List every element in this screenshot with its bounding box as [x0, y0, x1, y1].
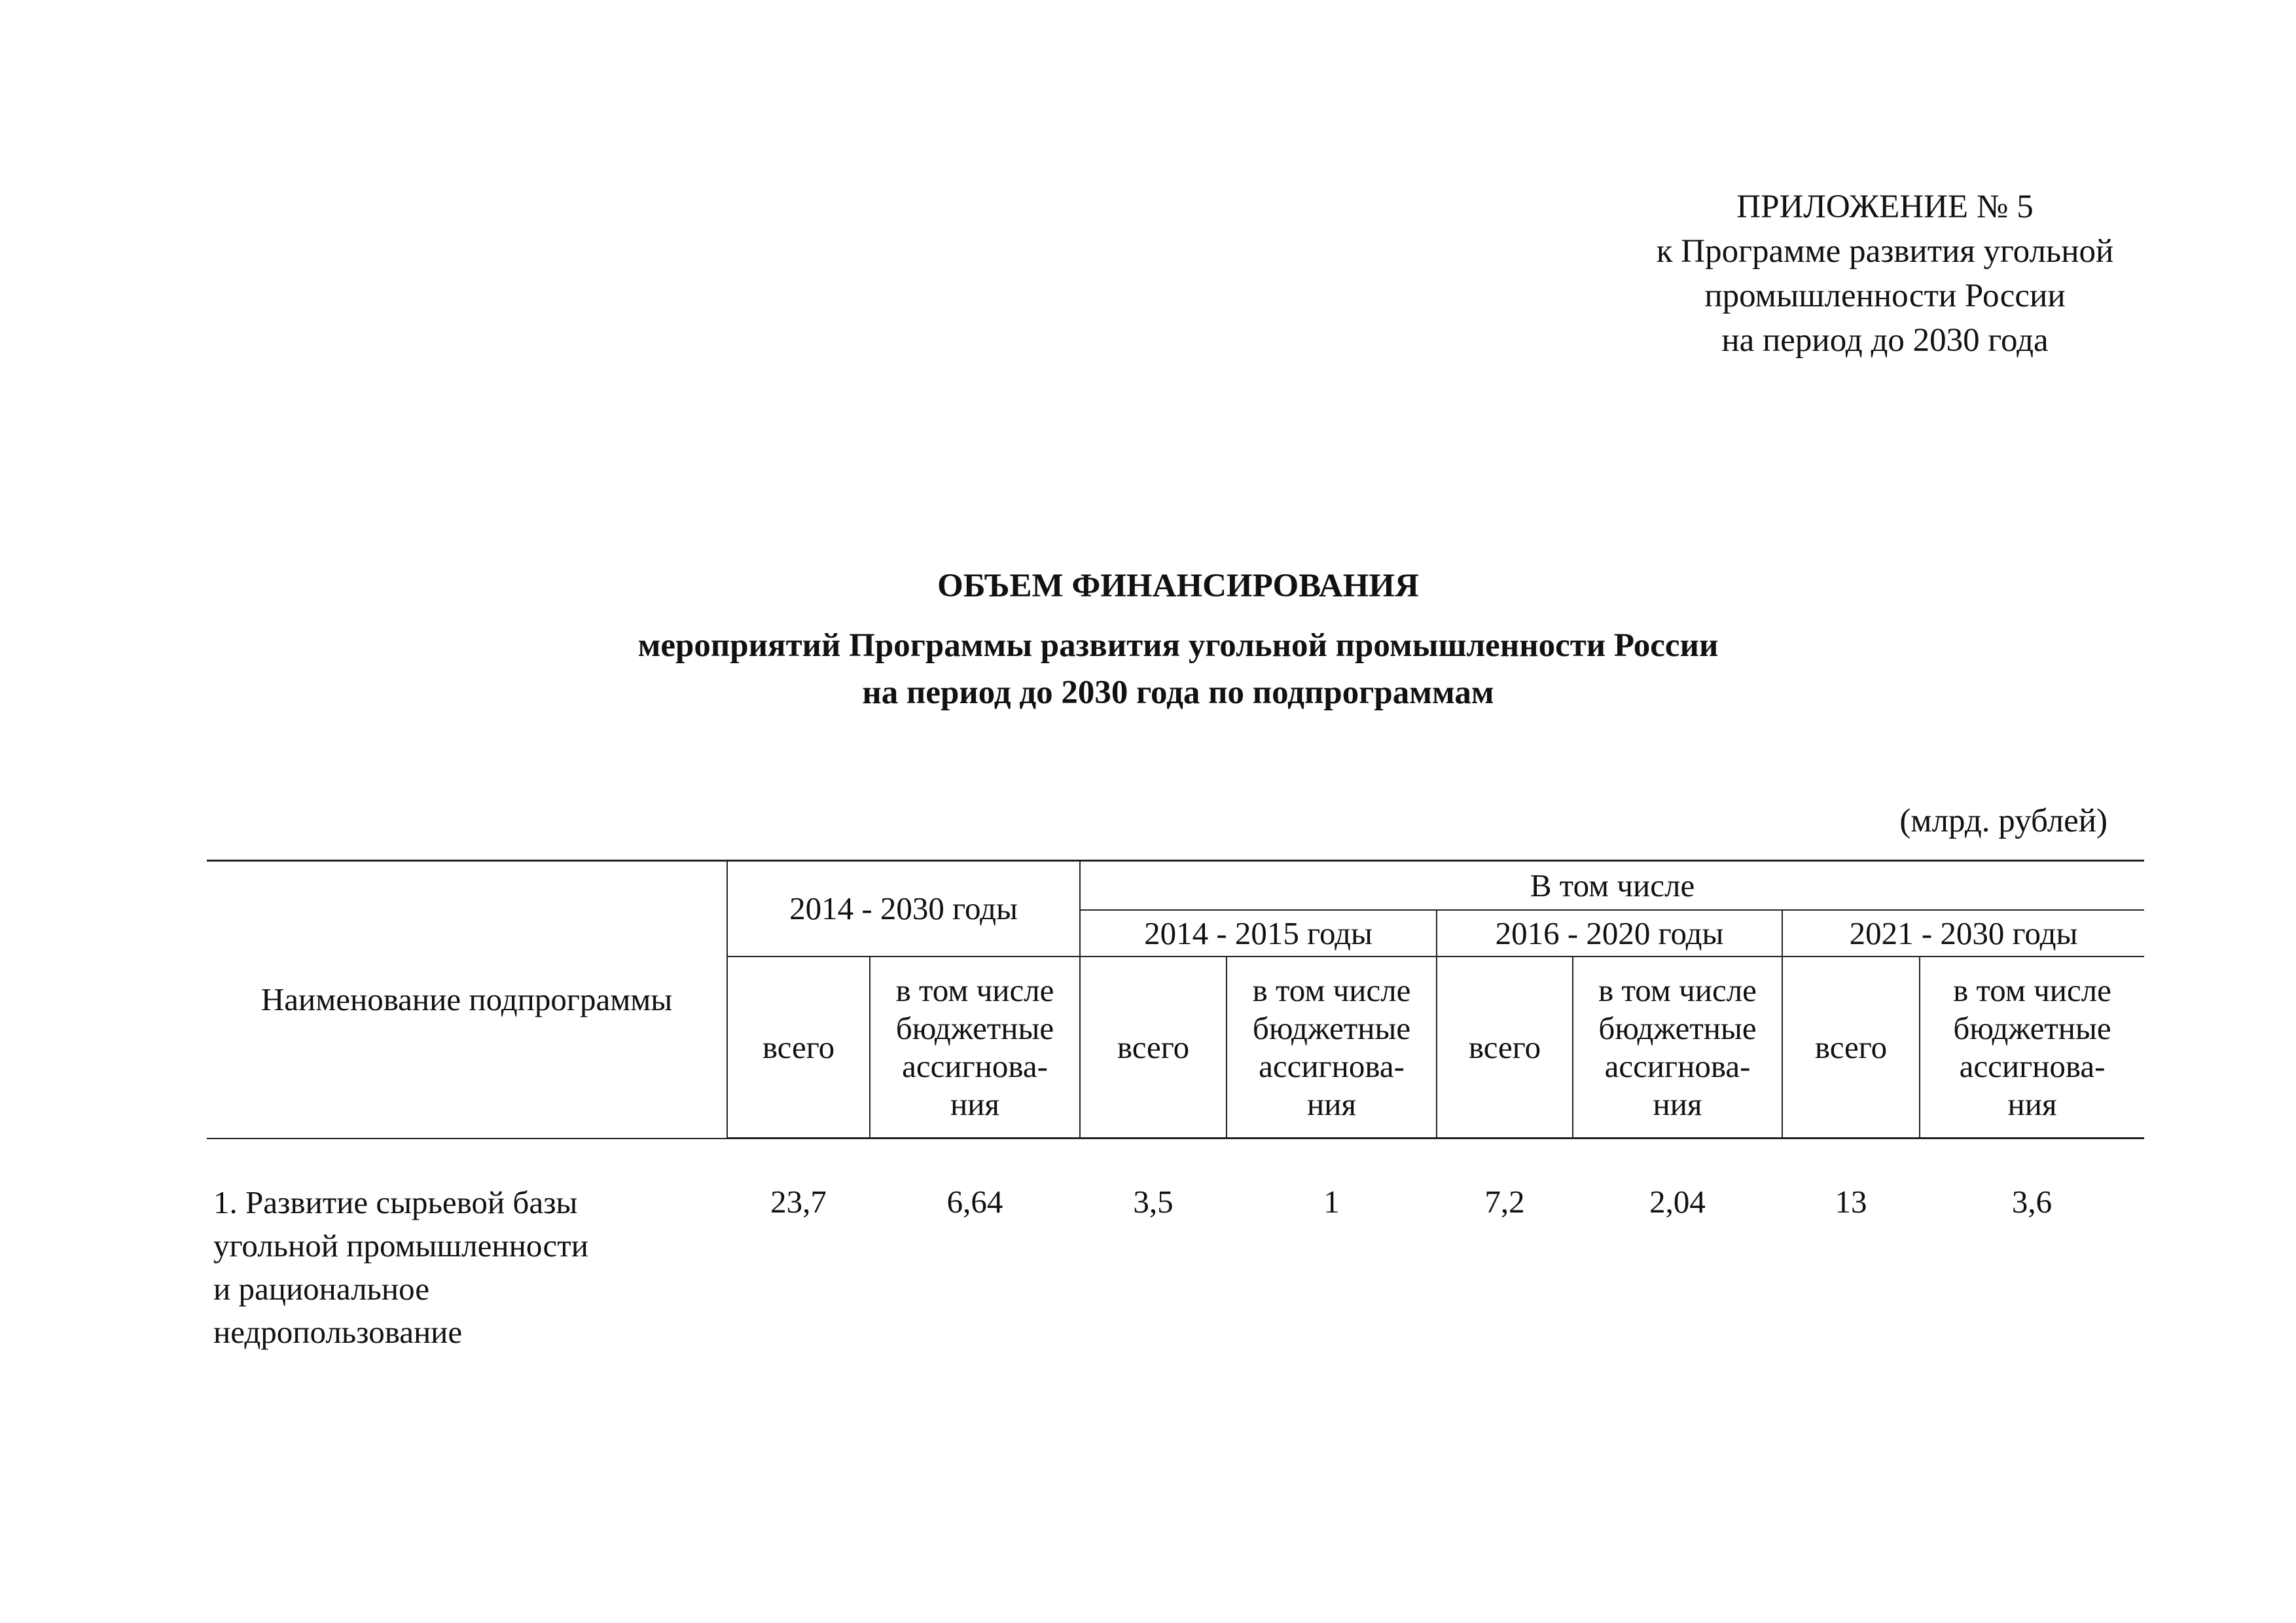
header-budget-line: ассигнова- [1259, 1048, 1405, 1084]
header-budget-line: в том числе [1598, 972, 1757, 1008]
subprogram-name-line: угольной промышленности [213, 1227, 588, 1264]
header-budget-line: бюджетные [1598, 1010, 1757, 1046]
header-including: В том числе [1080, 861, 2144, 911]
appendix-line: промышленности России [1704, 278, 2066, 314]
value-budget-2014-2030: 6,64 [946, 1184, 1003, 1220]
header-budget-line: ассигнова- [902, 1048, 1048, 1084]
header-budget-line: в том числе [895, 972, 1054, 1008]
header-budget-line: бюджетные [1252, 1010, 1411, 1046]
subprogram-name [207, 1139, 727, 1355]
header-budget-line: бюджетные [1953, 1010, 2111, 1046]
value-budget-2016-2020: 2,04 [1649, 1184, 1706, 1220]
value-total-2014-2015: 3,5 [1133, 1184, 1174, 1220]
header-period-2016-2020: 2016 - 2020 годы [1437, 910, 1782, 957]
value-total-2014-2030: 23,7 [770, 1184, 827, 1220]
appendix-line: к Программе развития угольной [1656, 233, 2114, 270]
subtitle-line: на период до 2030 года по подпрограммам [862, 674, 1494, 711]
header-budget-line: ния [1307, 1085, 1356, 1122]
appendix-line: на период до 2030 года [1721, 322, 2049, 359]
header-budget-line: ассигнова- [1604, 1048, 1751, 1084]
header-total: всего [727, 957, 870, 1139]
header-total: всего [1782, 957, 1920, 1139]
document-title: ОБЪЕМ ФИНАНСИРОВАНИЯ [937, 568, 1419, 604]
value-budget-2021-2030: 3,6 [2011, 1184, 2053, 1220]
subprogram-name-line: и рациональное [213, 1270, 429, 1307]
value-total-2016-2020: 7,2 [1484, 1184, 1525, 1220]
header-budget-line: в том числе [1953, 972, 2111, 1008]
header-total: всего [1437, 957, 1573, 1139]
header-budget-line: ния [1653, 1085, 1702, 1122]
units-note: (млрд. рублей) [1899, 803, 2108, 839]
header-budget-line: ния [950, 1085, 999, 1122]
header-budget [1920, 957, 2144, 1139]
table-row [207, 1139, 2144, 1355]
value-budget-2014-2015: 1 [1323, 1184, 1340, 1220]
subprogram-name-line: недропользование [213, 1313, 463, 1350]
header-budget-line: бюджетные [895, 1010, 1054, 1046]
subprogram-name-line: 1. Развитие сырьевой базы [213, 1184, 578, 1220]
header-budget [1573, 957, 1782, 1139]
header-period-2021-2030: 2021 - 2030 годы [1782, 910, 2144, 957]
header-budget [870, 957, 1080, 1139]
header-subprogram-name: Наименование подпрограммы [207, 861, 727, 1139]
header-budget [1227, 957, 1437, 1139]
header-budget-line: в том числе [1252, 972, 1411, 1008]
document-subtitle [458, 622, 1898, 716]
header-total-period: 2014 - 2030 годы [727, 861, 1080, 957]
subtitle-line: мероприятий Программы развития угольной промышленности России [637, 627, 1719, 664]
financing-table [207, 860, 2144, 1355]
appendix-number: ПРИЛОЖЕНИЕ № 5 [1736, 189, 2034, 225]
header-period-2014-2015: 2014 - 2015 годы [1080, 910, 1437, 957]
value-total-2021-2030: 13 [1835, 1184, 1867, 1220]
header-total: всего [1080, 957, 1227, 1139]
appendix-block [1558, 185, 2212, 363]
header-budget-line: ассигнова- [1959, 1048, 2106, 1084]
header-budget-line: ния [2007, 1085, 2057, 1122]
